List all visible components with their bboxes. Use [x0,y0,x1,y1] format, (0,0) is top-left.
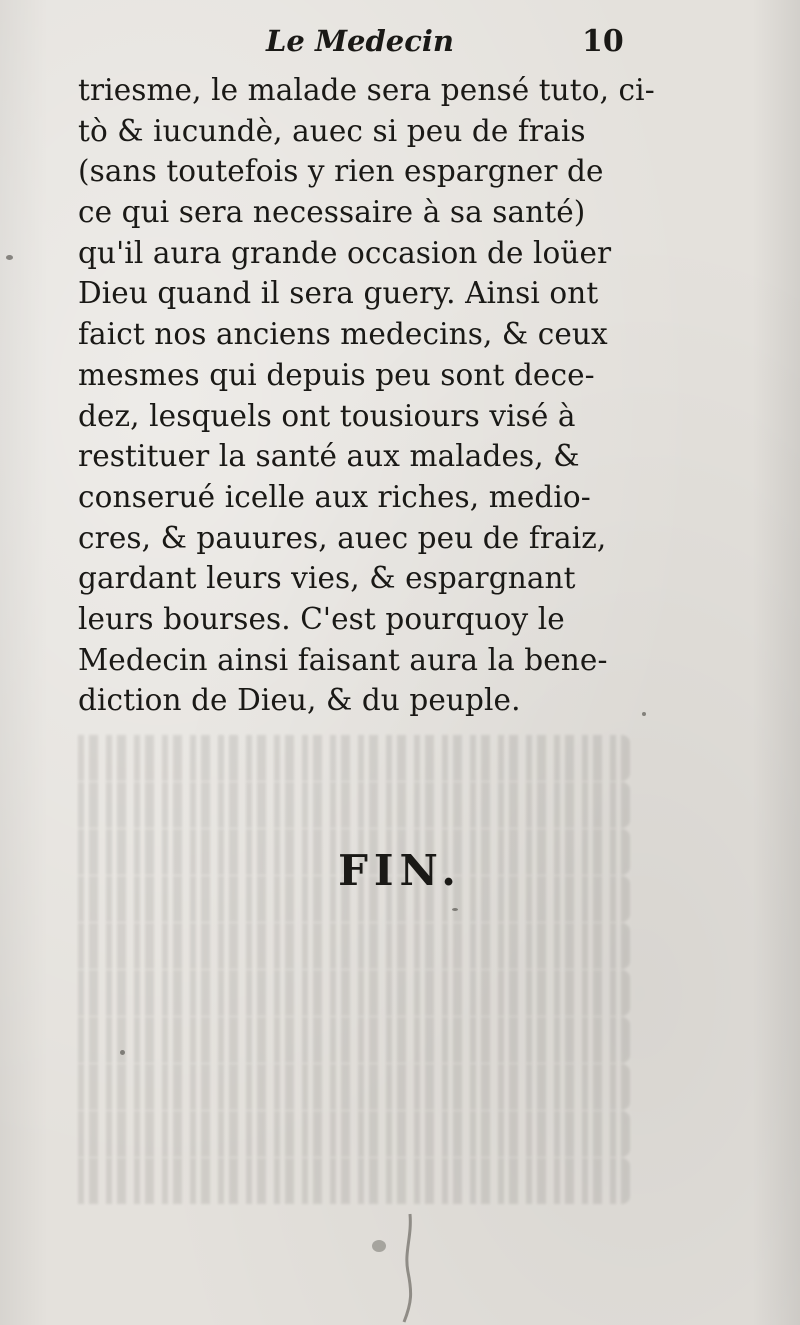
text-line: tò & iucundè, auec si peu de frais [78,113,586,148]
text-line: triesme, le malade sera pensé tuto, ci- [78,73,655,107]
text-line: faict nos anciens medecins, & ceux [78,317,608,352]
closing-word: FIN. [338,846,462,895]
paper-speck [120,1050,125,1055]
paper-speck [372,1240,386,1252]
body-text [78,70,655,721]
paper-fiber [398,1212,418,1325]
paper-speck [6,255,13,260]
text-line: mesmes qui depuis peu sont dece- [78,357,595,392]
text-line: (sans toutefois y rien espargner de [78,154,604,189]
running-head [0,18,800,68]
running-title: Le Medecin [266,24,454,58]
text-line: gardant leurs vies, & espargnant [78,561,576,596]
text-line: cres, & pauures, auec peu de fraiz, [78,520,607,555]
text-line: conserué icelle aux riches, medio- [78,479,591,514]
text-line: restituer la santé aux malades, & [78,439,580,474]
paper-speck [642,712,646,716]
text-line: dez, lesquels ont tousiours visé à [78,398,576,433]
page-number: 10 [582,24,624,59]
text-line: ce qui sera necessaire à sa santé) [78,195,586,230]
text-line: diction de Dieu, & du peuple. [78,683,521,718]
text-line: leurs bourses. C'est pourquoy le [78,601,565,636]
text-line: Dieu quand il sera guery. Ainsi ont [78,276,599,311]
text-line: Medecin ainsi faisant aura la bene- [78,642,608,677]
paper-speck [452,908,458,911]
show-through-text [70,735,630,1255]
text-line: qu'il aura grande occasion de loüer [78,235,612,270]
